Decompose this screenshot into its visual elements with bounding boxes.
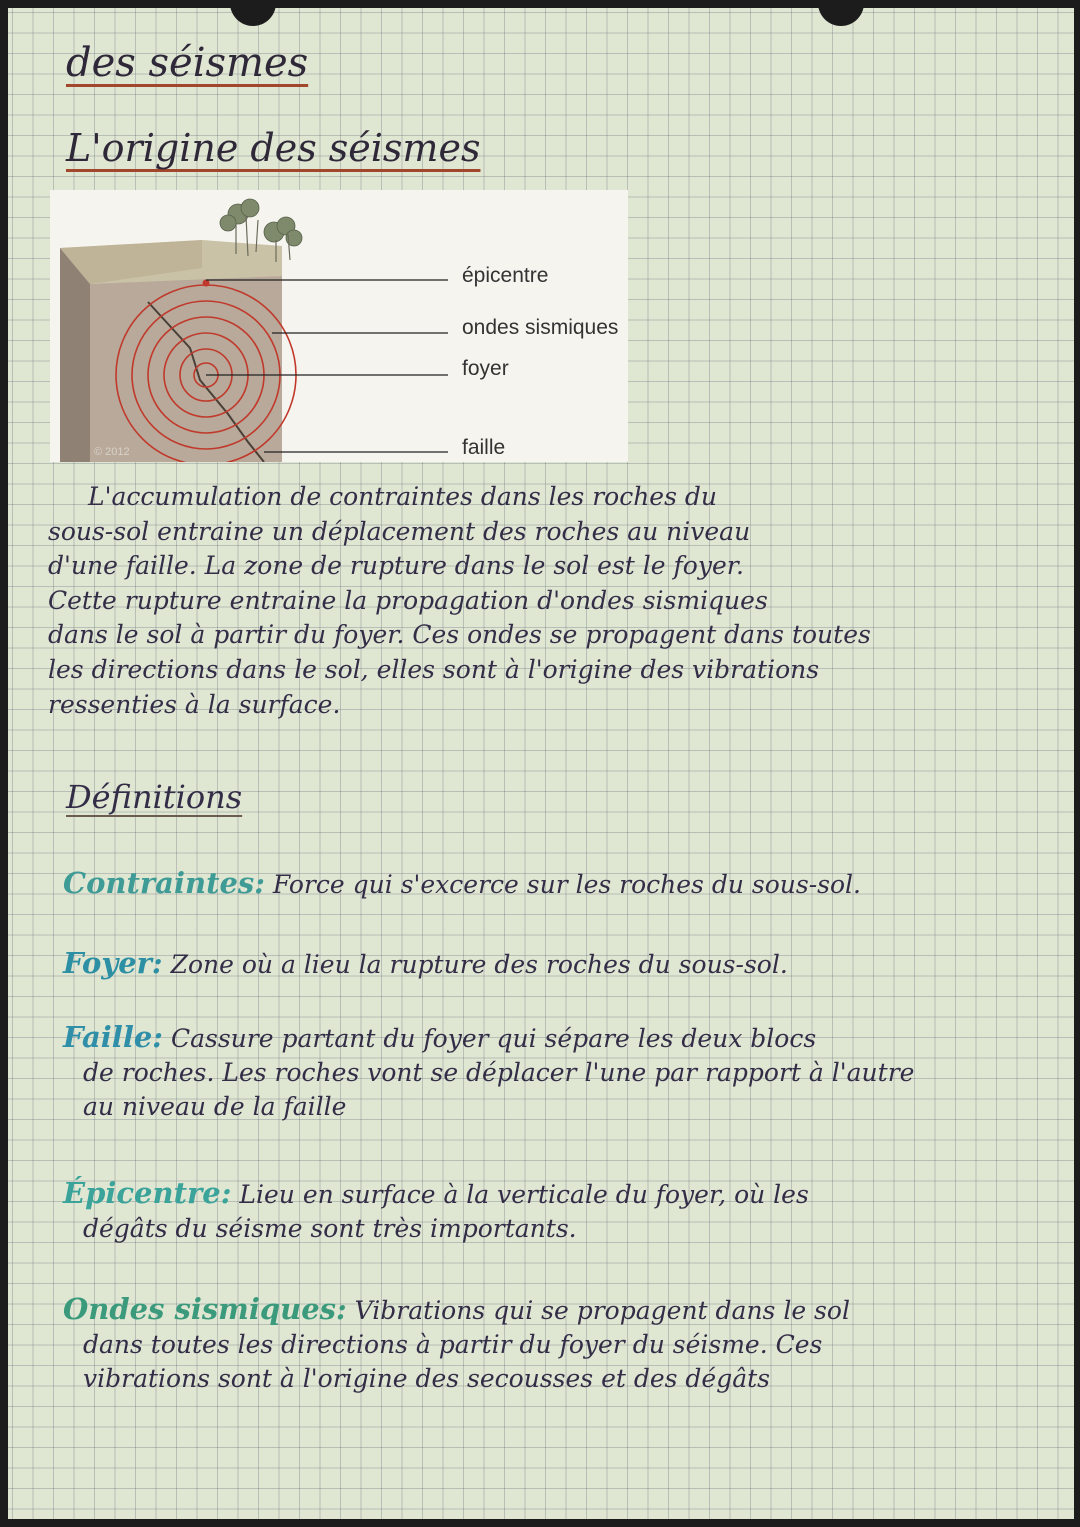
paragraph-line: dans le sol à partir du foyer. Ces ondes se propagent dans toutes	[48, 620, 871, 650]
explanation-paragraph	[48, 480, 1048, 722]
notebook-page	[8, 8, 1074, 1519]
definitions-title: Définitions	[66, 778, 243, 816]
definition-faille	[63, 1020, 1063, 1124]
definition-text: Vibrations qui se propagent dans le sol	[354, 1296, 850, 1325]
definition-text: Zone où a lieu la rupture des roches du sous-sol.	[170, 950, 788, 979]
definition-contraintes	[63, 866, 1063, 902]
definition-text: vibrations sont à l'origine des secousses et des dégâts	[83, 1364, 771, 1393]
page-title: des séismes	[66, 40, 309, 86]
label-faille: faille	[462, 436, 506, 459]
earthquake-diagram	[50, 190, 628, 462]
label-foyer: foyer	[462, 357, 509, 380]
definition-text: Force qui s'excerce sur les roches du sous-sol.	[272, 870, 861, 899]
definition-term: Faille:	[63, 1020, 163, 1054]
paragraph-line: les directions dans le sol, elles sont à l'origine des vibrations	[48, 654, 820, 684]
definition-term: Épicentre:	[63, 1176, 232, 1210]
definition-text: Lieu en surface à la verticale du foyer, où les	[239, 1180, 809, 1209]
paragraph-line: L'accumulation de contraintes dans les roches du	[88, 482, 717, 511]
definition-term: Contraintes:	[63, 866, 265, 900]
definition-term: Ondes sismiques:	[63, 1292, 347, 1326]
definition-text: dans toutes les directions à partir du foyer du séisme. Ces	[83, 1330, 823, 1359]
copyright-text: © 2012	[94, 446, 130, 458]
definition-text: dégâts du séisme sont très importants.	[83, 1214, 577, 1243]
definition-text: de roches. Les roches vont se déplacer l'une par rapport à l'autre	[83, 1058, 915, 1087]
paragraph-line: d'une faille. La zone de rupture dans le sol est le foyer.	[48, 551, 744, 581]
definition-epicentre	[63, 1176, 1063, 1246]
label-ondes-sismiques: ondes sismiques	[462, 316, 619, 339]
definition-text: Cassure partant du foyer qui sépare les deux blocs	[170, 1024, 817, 1053]
binder-hole	[230, 8, 276, 26]
definition-text: au niveau de la faille	[83, 1092, 347, 1121]
binder-hole	[818, 8, 864, 26]
definition-foyer	[63, 946, 1063, 982]
definition-term: Foyer:	[63, 946, 163, 980]
definition-ondes-sismiques	[63, 1292, 1063, 1396]
paragraph-line: Cette rupture entraine la propagation d'ondes sismiques	[48, 585, 768, 615]
paragraph-line: ressenties à la surface.	[48, 689, 341, 719]
section-title: L'origine des séismes	[66, 126, 481, 170]
paragraph-line: sous-sol entraine un déplacement des roches au niveau	[48, 516, 751, 546]
label-epicentre: épicentre	[462, 264, 549, 287]
